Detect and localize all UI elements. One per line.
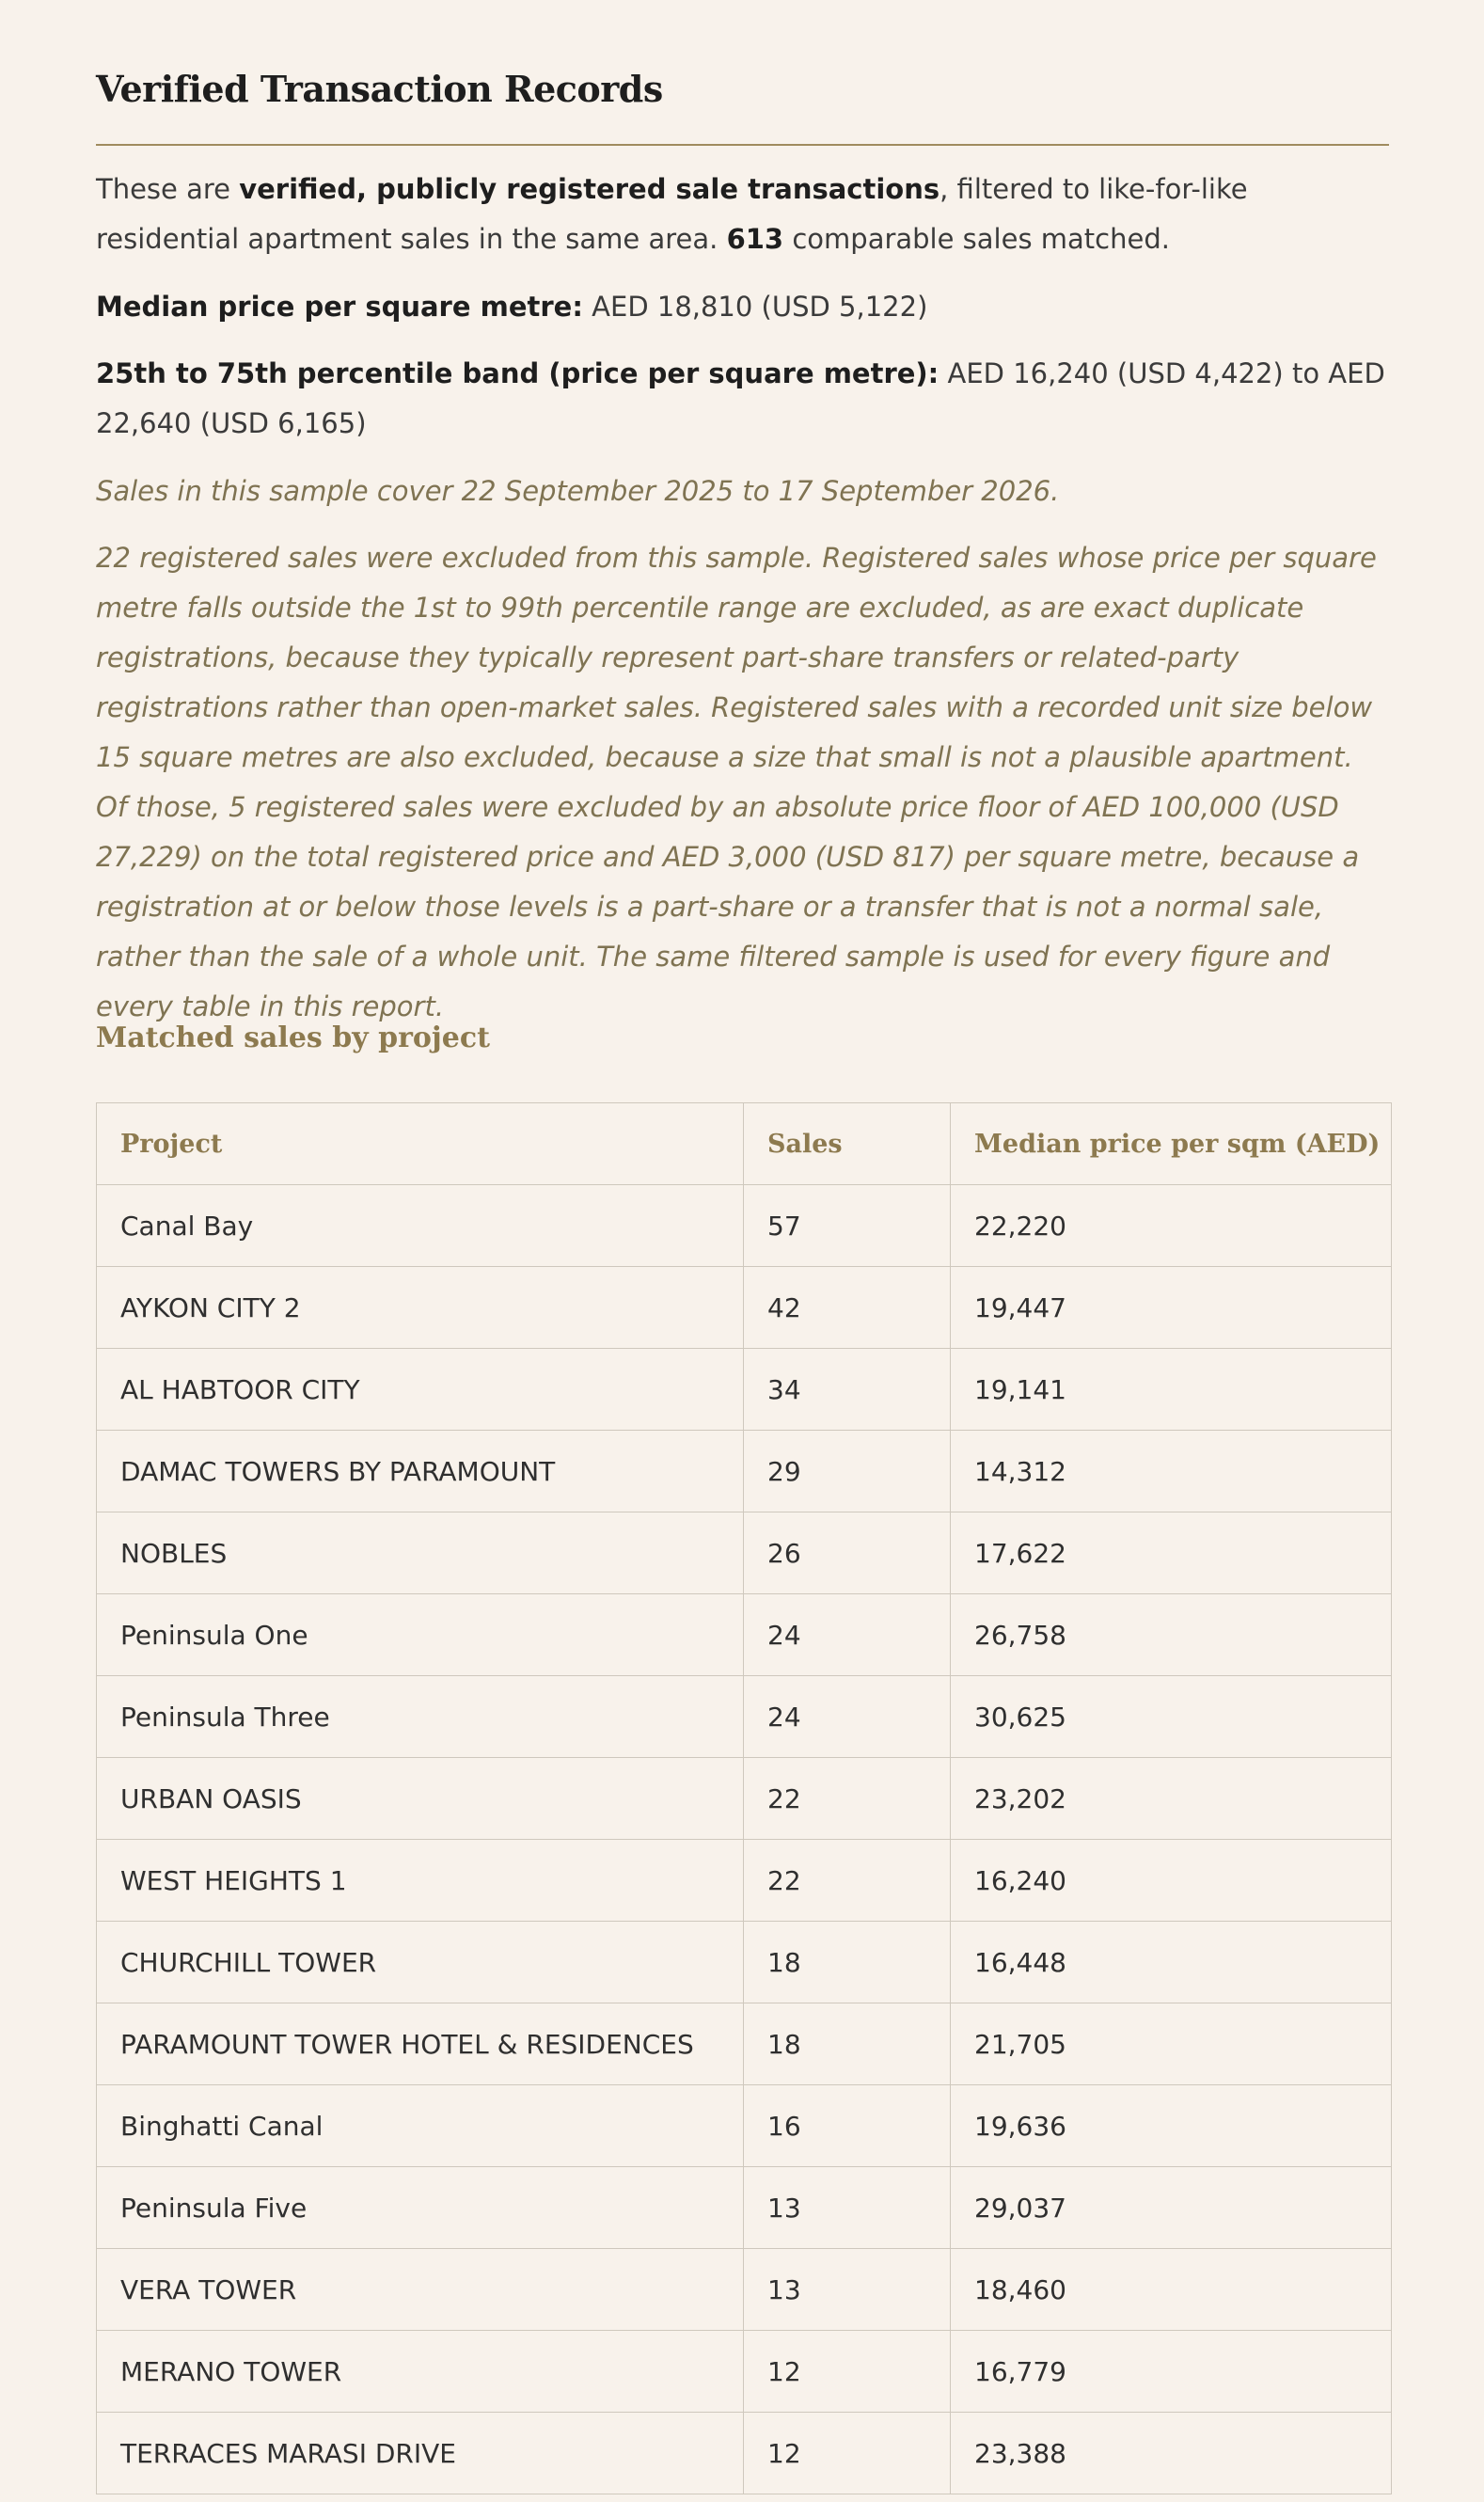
median-price-cell: 22,220 [951, 1185, 1392, 1267]
table-row [97, 1840, 1392, 1922]
column-header-sales: Sales [744, 1103, 951, 1185]
sales-count-cell: 16 [744, 2085, 951, 2167]
project-name-cell: PARAMOUNT TOWER HOTEL & RESIDENCES [97, 2003, 744, 2085]
table-header-row [97, 1103, 1392, 1185]
sales-count-cell: 13 [744, 2167, 951, 2249]
sales-count-cell: 12 [744, 2331, 951, 2413]
median-price-cell: 16,240 [951, 1840, 1392, 1922]
median-line [96, 282, 1389, 332]
table-row [97, 1185, 1392, 1267]
project-name-cell: Peninsula Three [97, 1676, 744, 1758]
project-name-cell: VERA TOWER [97, 2249, 744, 2331]
project-name-cell: Peninsula Five [97, 2167, 744, 2249]
median-price-cell: 29,037 [951, 2167, 1392, 2249]
date-range-note: Sales in this sample cover 22 September 2025 to 17 September 2026. [96, 475, 1060, 507]
page-title: Verified Transaction Records [96, 68, 663, 110]
median-price-cell: 19,141 [951, 1349, 1392, 1431]
sales-count-cell: 22 [744, 1758, 951, 1840]
table-row [97, 2249, 1392, 2331]
table-row [97, 1512, 1392, 1594]
column-header-project: Project [97, 1103, 744, 1185]
median-label: Median price per square metre: [96, 291, 583, 323]
table-heading: Matched sales by project [96, 1021, 490, 1054]
sales-count-cell: 22 [744, 1840, 951, 1922]
exclusions-note: 22 registered sales were excluded from this sample. Registered sales whose price per square metre falls outside the 1st to 99th percentile range are excluded, as are exact duplicate registrations, because they typically represent part-share transfers or related-party registrations rather than open-market sales. Registered sales with a recorded unit size below 15 square metres are also excluded, because a size that small is not a plausible apartment. Of those, 5 registered sales were excluded by an absolute price floor of AED 100,000 (USD 27,229) on the total registered price and AED 3,000 (USD 817) per square metre, because a registration at or below those levels is a part-share or a transfer that is not a normal sale, rather than the sale of a whole unit. The same filtered sample is used for every figure and every table in this report. [96, 542, 1377, 1022]
intro-text-1: These are [96, 173, 240, 205]
band-label: 25th to 75th percentile band (price per square metre): [96, 357, 939, 389]
median-price-cell: 16,448 [951, 1922, 1392, 2003]
median-price-cell: 26,758 [951, 1594, 1392, 1676]
band-value: AED 16,240 (USD 4,422) to AED 22,640 (USD 6,165) [96, 357, 1385, 439]
project-name-cell: Canal Bay [97, 1185, 744, 1267]
sales-count-cell: 13 [744, 2249, 951, 2331]
median-price-cell: 16,779 [951, 2331, 1392, 2413]
project-name-cell: Peninsula One [97, 1594, 744, 1676]
project-name-cell: CHURCHILL TOWER [97, 1922, 744, 2003]
sales-count-cell: 57 [744, 1185, 951, 1267]
table-row [97, 2331, 1392, 2413]
sales-count-cell: 34 [744, 1349, 951, 1431]
project-name-cell: NOBLES [97, 1512, 744, 1594]
median-price-cell: 19,636 [951, 2085, 1392, 2167]
intro-emphasis: verified, publicly registered sale transactions [239, 173, 940, 205]
matched-sales-table [96, 1102, 1392, 2494]
intro-paragraph [96, 165, 1389, 264]
project-name-cell: AL HABTOOR CITY [97, 1349, 744, 1431]
sales-count-cell: 29 [744, 1431, 951, 1512]
project-name-cell: TERRACES MARASI DRIVE [97, 2413, 744, 2494]
project-name-cell: AYKON CITY 2 [97, 1267, 744, 1349]
median-value: AED 18,810 (USD 5,122) [582, 291, 928, 323]
median-price-cell: 17,622 [951, 1512, 1392, 1594]
project-name-cell: DAMAC TOWERS BY PARAMOUNT [97, 1431, 744, 1512]
sales-count-cell: 42 [744, 1267, 951, 1349]
title-divider [96, 144, 1389, 146]
median-price-cell: 14,312 [951, 1431, 1392, 1512]
median-price-cell: 19,447 [951, 1267, 1392, 1349]
project-name-cell: Binghatti Canal [97, 2085, 744, 2167]
project-name-cell: WEST HEIGHTS 1 [97, 1840, 744, 1922]
table-row [97, 1922, 1392, 2003]
sales-count-cell: 24 [744, 1594, 951, 1676]
sales-count-cell: 26 [744, 1512, 951, 1594]
median-price-cell: 23,202 [951, 1758, 1392, 1840]
sales-count-cell: 24 [744, 1676, 951, 1758]
median-price-cell: 23,388 [951, 2413, 1392, 2494]
sales-count-cell: 12 [744, 2413, 951, 2494]
project-name-cell: MERANO TOWER [97, 2331, 744, 2413]
median-price-cell: 30,625 [951, 1676, 1392, 1758]
table-row [97, 2167, 1392, 2249]
sales-count: 613 [726, 223, 784, 255]
sales-count-cell: 18 [744, 2003, 951, 2085]
column-header-median-price: Median price per sqm (AED) [951, 1103, 1392, 1185]
median-price-cell: 18,460 [951, 2249, 1392, 2331]
table-row [97, 1349, 1392, 1431]
table-row [97, 1431, 1392, 1512]
project-name-cell: URBAN OASIS [97, 1758, 744, 1840]
table-row [97, 2003, 1392, 2085]
table-row [97, 1594, 1392, 1676]
table-row [97, 2085, 1392, 2167]
table-row [97, 1267, 1392, 1349]
intro-text-2: , filtered to like-for-like residential apartment sales in the same area. [96, 173, 1248, 255]
percentile-band-line [96, 349, 1389, 449]
sales-count-cell: 18 [744, 1922, 951, 2003]
table-row [97, 2413, 1392, 2494]
table-row [97, 1676, 1392, 1758]
median-price-cell: 21,705 [951, 2003, 1392, 2085]
table-row [97, 1758, 1392, 1840]
intro-text-3: comparable sales matched. [783, 223, 1170, 255]
